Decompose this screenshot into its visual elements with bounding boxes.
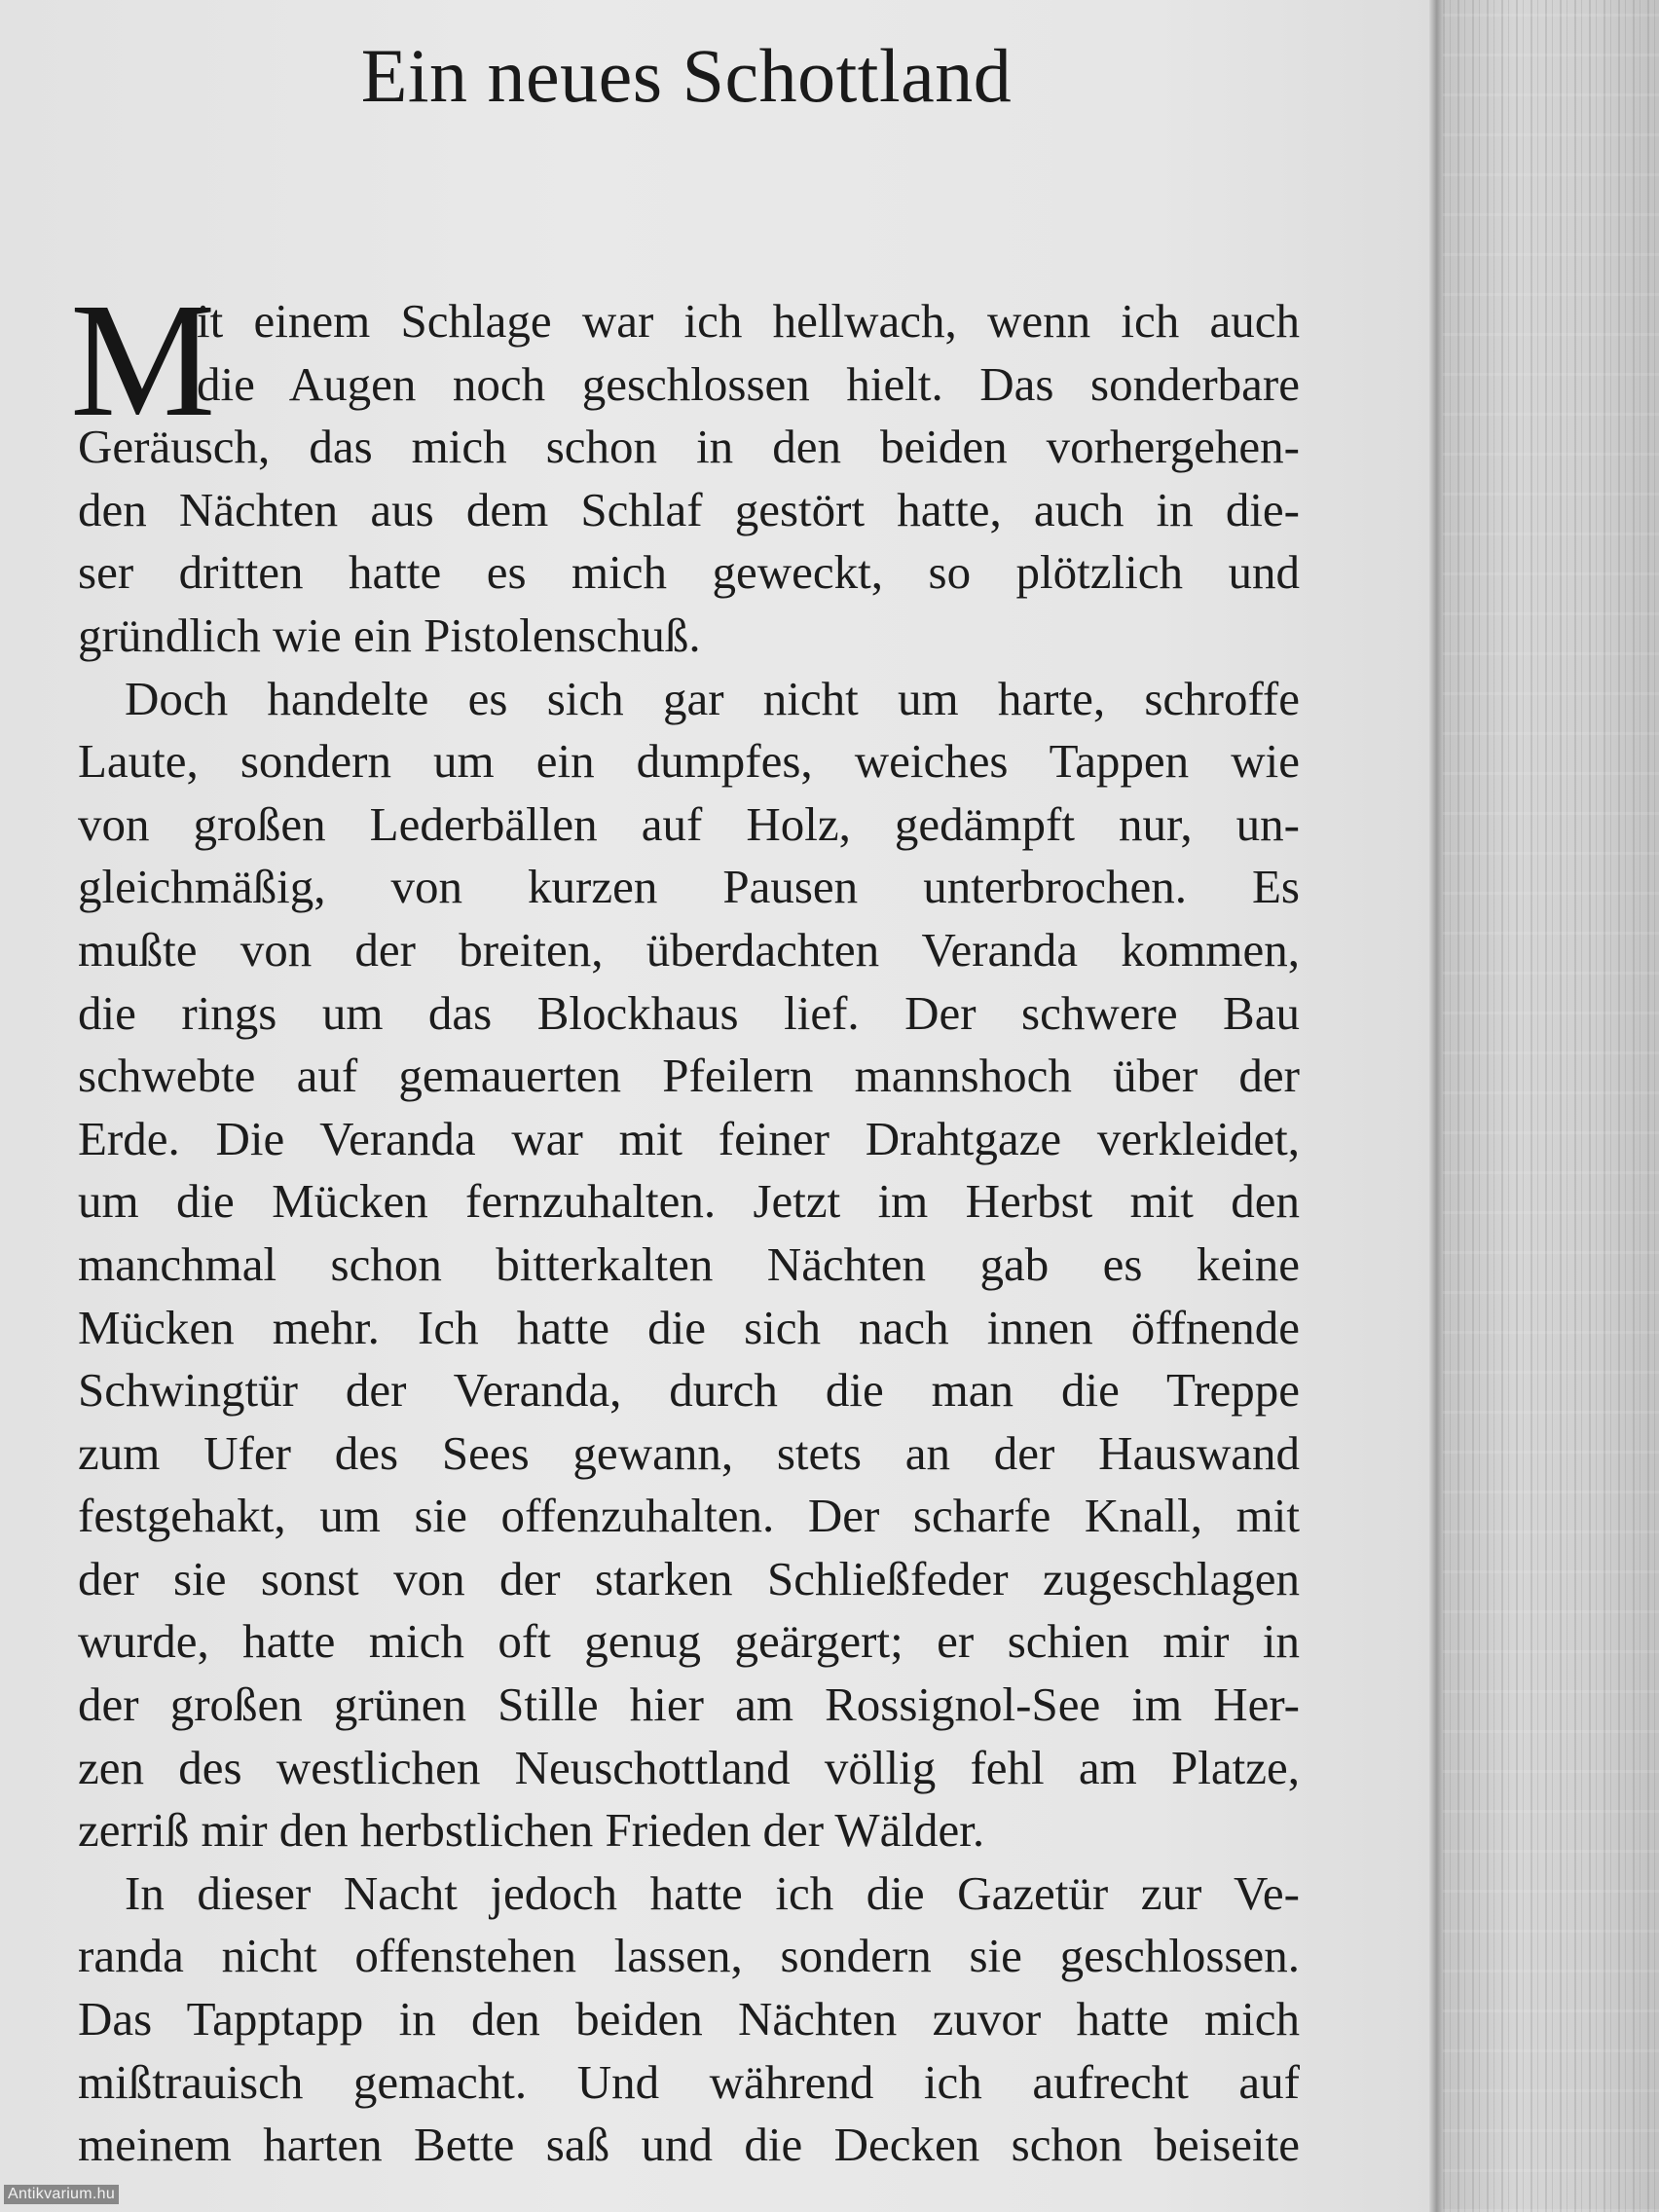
text-line: Mücken mehr. Ich hatte die sich nach innen öffnende	[78, 1300, 1300, 1354]
text-line: meinem harten Bette saß und die Decken schon beiseite	[78, 2118, 1300, 2172]
text-line: Erde. Die Veranda war mit feiner Drahtgaze verkleidet,	[78, 1111, 1300, 1165]
text-line: gleichmäßig, von kurzen Pausen unterbrochen. Es	[78, 860, 1300, 914]
text-line: randa nicht offenstehen lassen, sondern sie geschlossen.	[78, 1929, 1300, 1983]
text-line: mißtrauisch gemacht. Und während ich aufrecht auf	[78, 2054, 1300, 2109]
watermark: Antikvarium.hu	[4, 2185, 119, 2204]
drop-cap: M	[70, 270, 216, 451]
text-line: um die Mücken fernzuhalten. Jetzt im Herbst mit den	[78, 1174, 1300, 1229]
text-line: manchmal schon bitterkalten Nächten gab es keine	[78, 1236, 1300, 1291]
body-text	[70, 270, 1300, 2177]
chapter-title: Ein neues Schottland	[360, 33, 1013, 118]
text-line: Doch handelte es sich gar nicht um harte, schroffe	[125, 671, 1300, 725]
text-line: zum Ufer des Sees gewann, stets an der Hauswand	[78, 1425, 1300, 1480]
text-line: mußte von der breiten, überdachten Veranda kommen,	[78, 922, 1300, 977]
text-line: Schwingtür der Veranda, durch die man die Treppe	[78, 1363, 1300, 1418]
book-pages-side	[1443, 0, 1659, 2212]
text-line: der sie sonst von der starken Schließfeder zugeschlagen	[78, 1551, 1300, 1605]
text-line: festgehakt, um sie offenzuhalten. Der scharfe Knall, mit	[78, 1489, 1300, 1543]
text-line: zen des westlichen Neuschottland völlig fehl am Platze,	[78, 1740, 1300, 1794]
text-line: von großen Lederbällen auf Holz, gedämpft nur, un-	[78, 796, 1300, 851]
text-line: it einem Schlage war ich hellwach, wenn ich auch	[197, 294, 1300, 348]
text-line: zerriß mir den herbstlichen Frieden der Wälder.	[78, 1803, 985, 1858]
text-line: die Augen noch geschlossen hielt. Das sonderbare	[197, 356, 1300, 411]
text-line: die rings um das Blockhaus lief. Der schwere Bau	[78, 985, 1300, 1040]
text-line: In dieser Nacht jedoch hatte ich die Gazetür zur Ve-	[125, 1865, 1300, 1920]
text-line: der großen grünen Stille hier am Rossignol-See im Her-	[78, 1677, 1300, 1732]
text-line: Das Tapptapp in den beiden Nächten zuvor hatte mich	[78, 1992, 1300, 2046]
text-line: wurde, hatte mich oft genug geärgert; er schien mir in	[78, 1614, 1300, 1669]
text-line: ser dritten hatte es mich geweckt, so plötzlich und	[78, 545, 1300, 600]
text-line: Laute, sondern um ein dumpfes, weiches Tappen wie	[78, 734, 1300, 789]
text-line: den Nächten aus dem Schlaf gestört hatte, auch in die-	[78, 482, 1300, 536]
text-line: schwebte auf gemauerten Pfeilern mannshoch über der	[78, 1049, 1300, 1103]
text-line: gründlich wie ein Pistolenschuß.	[78, 608, 701, 662]
page-edge	[1429, 0, 1443, 2212]
text-line: Geräusch, das mich schon in den beiden vorhergehen-	[78, 420, 1300, 474]
